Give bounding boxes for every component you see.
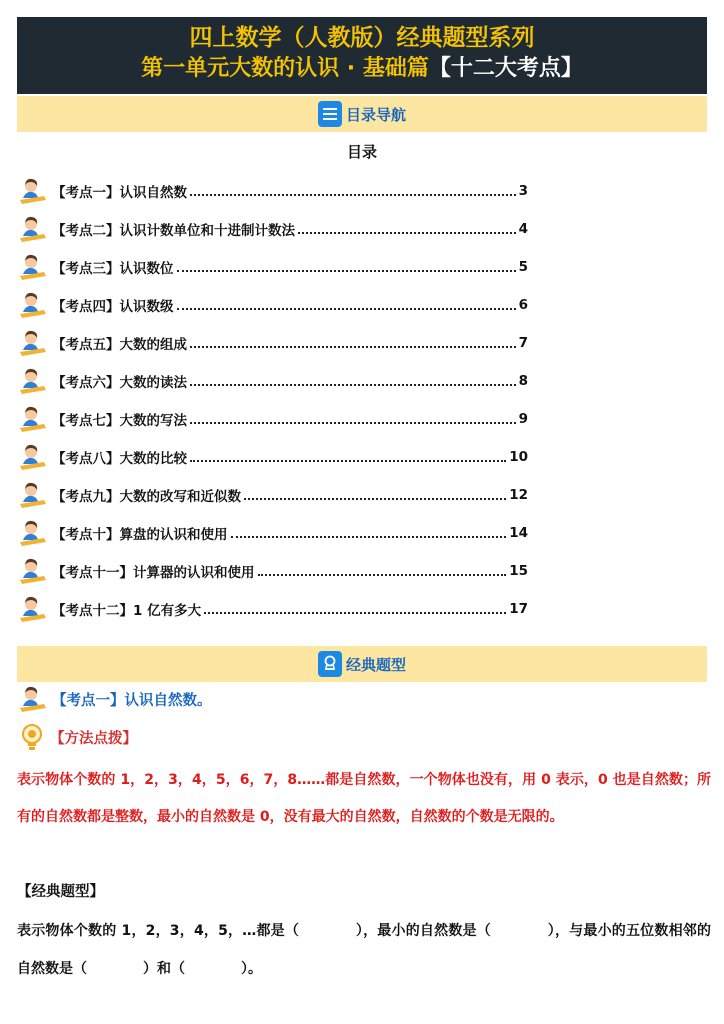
toc-leader-dots — [231, 528, 507, 538]
student-reading-icon — [18, 480, 48, 510]
toc-item[interactable] — [18, 248, 528, 286]
toc-item-label: 【考点五】大数的组成 — [52, 337, 187, 353]
section-heading-text: 【考点一】认识自然数。 — [52, 692, 212, 709]
student-reading-icon — [18, 594, 48, 624]
toc-item[interactable] — [18, 438, 528, 476]
toc-item[interactable] — [18, 400, 528, 438]
toc-leader-dots — [190, 452, 506, 462]
student-reading-icon — [18, 366, 48, 396]
toc-item[interactable] — [18, 286, 528, 324]
question-text: 表示物体个数的 1，2，3，4，5，…都是（ ），最小的自然数是（ ），与最小的五位数相邻的自然数是（ ）和（ ）。 — [17, 923, 711, 977]
toc-leader-dots — [190, 414, 516, 424]
toc-item-page: 5 — [518, 259, 528, 275]
toc-item[interactable] — [18, 590, 528, 628]
student-reading-icon — [18, 290, 48, 320]
toc-item-label: 【考点二】认识计数单位和十进制计数法 — [52, 223, 295, 239]
toc-list — [18, 172, 528, 628]
toc-leader-dots — [177, 262, 516, 272]
student-reading-icon — [18, 214, 48, 244]
toc-leader-dots — [190, 338, 516, 348]
toc-item-page: 12 — [509, 487, 528, 503]
student-reading-icon — [18, 442, 48, 472]
toc-item-page: 3 — [518, 183, 528, 199]
toc-leader-dots — [177, 300, 516, 310]
toc-leader-dots — [244, 490, 506, 500]
method-text: 表示物体个数的 1，2，3，4，5，6，7，8……都是自然数，一个物体也没有，用 0 表示，0 也是自然数；所有的自然数都是整数，最小的自然数是 0，没有最大的自然数，自然数的个数是无限的。 — [17, 772, 711, 825]
student-reading-icon — [18, 684, 48, 714]
header-title-line1: 四上数学（人教版）经典题型系列 — [189, 25, 535, 51]
student-reading-icon — [18, 556, 48, 586]
toc-item-page: 9 — [518, 411, 528, 427]
toc-nav-label: 目录导航 — [345, 105, 406, 124]
toc-item[interactable] — [18, 172, 528, 210]
header-bracket-title: 【十二大考点】 — [428, 56, 583, 81]
toc-item-label: 【考点八】大数的比较 — [52, 451, 187, 467]
toc-item-label: 【考点六】大数的读法 — [52, 375, 187, 391]
toc-item-page: 6 — [518, 297, 528, 313]
student-reading-icon — [18, 518, 48, 548]
toc-leader-dots — [258, 566, 507, 576]
toc-item-page: 10 — [509, 449, 528, 465]
toc-item-label: 【考点十一】计算器的认识和使用 — [52, 565, 255, 581]
toc-item-page: 7 — [518, 335, 528, 351]
toc-item-label: 【考点十】算盘的认识和使用 — [52, 527, 228, 543]
student-reading-icon — [18, 404, 48, 434]
toc-item-label: 【考点四】认识数级 — [52, 299, 174, 315]
toc-item-page: 8 — [518, 373, 528, 389]
toc-title: 目录 — [346, 143, 377, 161]
student-reading-icon — [18, 252, 48, 282]
toc-item[interactable] — [18, 476, 528, 514]
toc-item[interactable] — [18, 552, 528, 590]
page-header — [17, 17, 707, 94]
toc-leader-dots — [190, 376, 516, 386]
header-title-line2 — [17, 53, 707, 85]
document-icon — [318, 101, 342, 127]
classic-band — [17, 646, 707, 682]
classic-band-label: 经典题型 — [345, 655, 406, 674]
toc-leader-dots — [204, 604, 506, 614]
toc-item-label: 【考点十二】1 亿有多大 — [52, 603, 202, 619]
toc-item-label: 【考点七】大数的写法 — [52, 413, 187, 429]
classic-heading: 【经典题型】 — [17, 884, 104, 900]
badge-icon — [318, 651, 342, 677]
toc-item-label: 【考点一】认识自然数 — [52, 185, 187, 201]
toc-item[interactable] — [18, 362, 528, 400]
section-heading — [18, 684, 212, 714]
toc-leader-dots — [190, 186, 516, 196]
student-reading-icon — [18, 328, 48, 358]
toc-item-label: 【考点九】大数的改写和近似数 — [52, 489, 241, 505]
toc-item-page: 15 — [509, 563, 528, 579]
lightbulb-icon — [18, 722, 46, 752]
toc-item-page: 4 — [518, 221, 528, 237]
toc-leader-dots — [298, 224, 516, 234]
header-unit-title: 第一单元大数的认识 · 基础篇 — [141, 56, 429, 81]
toc-item-page: 14 — [509, 525, 528, 541]
toc-item-page: 17 — [509, 601, 528, 617]
toc-item[interactable] — [18, 514, 528, 552]
student-reading-icon — [18, 176, 48, 206]
method-heading-text: 【方法点拨】 — [50, 730, 137, 747]
toc-item[interactable] — [18, 210, 528, 248]
toc-item-label: 【考点三】认识数位 — [52, 261, 174, 277]
method-heading — [18, 722, 137, 752]
toc-nav-band — [17, 96, 707, 132]
toc-item[interactable] — [18, 324, 528, 362]
